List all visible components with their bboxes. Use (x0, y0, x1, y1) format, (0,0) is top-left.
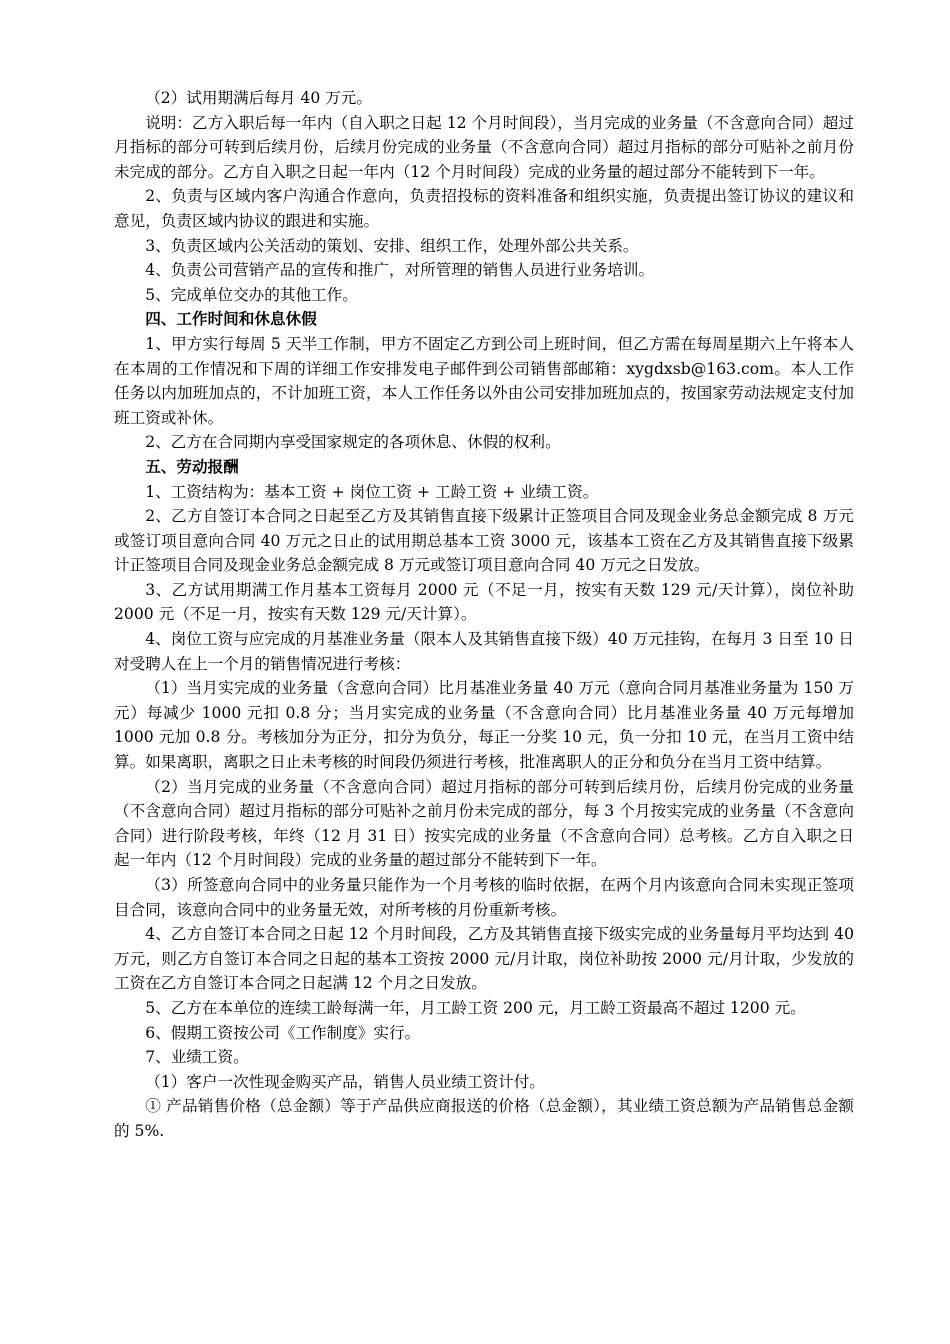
paragraph: 4、负责公司营销产品的宣传和推广，对所管理的销售人员进行业务培训。 (145, 261, 655, 280)
paragraph: 5、完成单位交办的其他工作。 (145, 285, 358, 304)
paragraph: 说明：乙方入职后每一年内（自入职之日起 12 个月时间段），当月完成的业务量（不含意向合同）超过月指标的部分可转到后续月份，后续月份完成的业务量（不含意向合同）超过月指标的部分可贴补之前月份未完成的部分。乙方自入职之日起一年内（12 个月时间段）完成的业务量的超过部分不能转到下一年。 (114, 113, 854, 181)
paragraph: （3）所签意向合同中的业务量只能作为一个月考核的临时依据，在两个月内该意向合同未实现正签项目合同，该意向合同中的业务量无效，对所考核的月份重新考核。 (114, 876, 855, 919)
section-heading: 五、劳动报酬 (145, 456, 239, 476)
paragraph: 2、乙方自签订本合同之日起至乙方及其销售直接下级累计正签项目合同及现金业务总金额完成 8 万元或签订项目意向合同 40 万元之日止的试用期总基本工资 3000 元，该基本工资在乙方及其销售直接下级累计正签项目合同及现金业务总金额完成 8 万元或签订项目意向合同 40 万元之日发放。 (114, 507, 854, 575)
paragraph: （1）客户一次性现金购买产品，销售人员业绩工资计付。 (145, 1072, 545, 1091)
paragraph: （2）当月完成的业务量（不含意向合同）超过月指标的部分可转到后续月份，后续月份完成的业务量（不含意向合同）超过月指标的部分可贴补之前月份未完成的部分，每 3 个月按实完成的业务量（不含意向合同）进行阶段考核，年终（12 月 31 日）按实完成的业务量（不含意向合同）总考核。乙方自入职之日起一年内（12 个月时间段）完成的业务量的超过部分不能转到下一年。 (114, 777, 855, 870)
paragraph: ① 产品销售价格（总金额）等于产品供应商报送的价格（总金额），其业绩工资总额为产品销售总金额的 5%. (114, 1097, 854, 1140)
paragraph: 4、岗位工资与应完成的月基准业务量（限本人及其销售直接下级）40 万元挂钩，在每月 3 日至 10 日对受聘人在上一个月的销售情况进行考核： (114, 630, 854, 673)
paragraph: 4、乙方自签订本合同之日起 12 个月时间段，乙方及其销售直接下级实完成的业务量每月平均达到 40 万元，则乙方自签订本合同之日起的基本工资按 2000 元/月计取，岗位补助按 2000 元/月计取，少发放的工资在乙方自签订本合同之日起满 12 个月之日发放。 (114, 925, 854, 993)
paragraph: 7、业绩工资。 (145, 1048, 249, 1067)
paragraph: （2）试用期满后每月 40 万元。 (145, 89, 372, 107)
paragraph: 1、甲方实行每周 5 天半工作制，甲方不固定乙方到公司上班时间，但乙方需在每周星期六上午将本人在本周的工作情况和下周的详细工作安排发电子邮件到公司销售部邮箱：xygdxsb@163.com。本人工作任务以内加班加点的，不计加班工资，本人工作任务以外由公司安排加班加点的，按国家劳动法规定支付加班工资或补休。 (114, 334, 854, 427)
section-heading: 四、工作时间和休息休假 (145, 309, 317, 329)
document-page (114, 86, 854, 1144)
paragraph: 3、乙方试用期满工作月基本工资每月 2000 元（不足一月，按实有天数 129 元/天计算），岗位补助 2000 元（不足一月，按实有天数 129 元/天计算）。 (114, 580, 854, 624)
paragraph: 2、负责与区域内客户沟通合作意向，负责招投标的资料准备和组织实施，负责提出签订协议的建议和意见，负责区域内协议的跟进和实施。 (114, 187, 854, 230)
paragraph: 1、工资结构为：基本工资 + 岗位工资 + 工龄工资 + 业绩工资。 (145, 482, 599, 501)
paragraph: 3、负责区域内公关活动的策划、安排、组织工作，处理外部公共关系。 (145, 236, 639, 255)
paragraph: 6、假期工资按公司《工作制度》实行。 (145, 1023, 421, 1042)
paragraph: 2、乙方在合同期内享受国家规定的各项休息、休假的权利。 (145, 433, 561, 452)
paragraph: 5、乙方在本单位的连续工龄每满一年，月工龄工资 200 元，月工龄工资最高不超过 1200 元。 (145, 998, 806, 1017)
paragraph: （1）当月实完成的业务量（含意向合同）比月基准业务量 40 万元（意向合同月基准业务量为 150 万元）每减少 1000 元扣 0.8 分；当月实完成的业务量（不含意向合同）比月基准业务量 40 万元每增加 1000 元加 0.8 分。考核加分为正分，扣分为负分，每正一分奖 10 元，负一分扣 10 元，在当月工资中结算。如果离职，离职之日止未考核的时间段仍须进行考核，批准离职人的正分和负分在当月工资中结算。 (114, 679, 854, 772)
